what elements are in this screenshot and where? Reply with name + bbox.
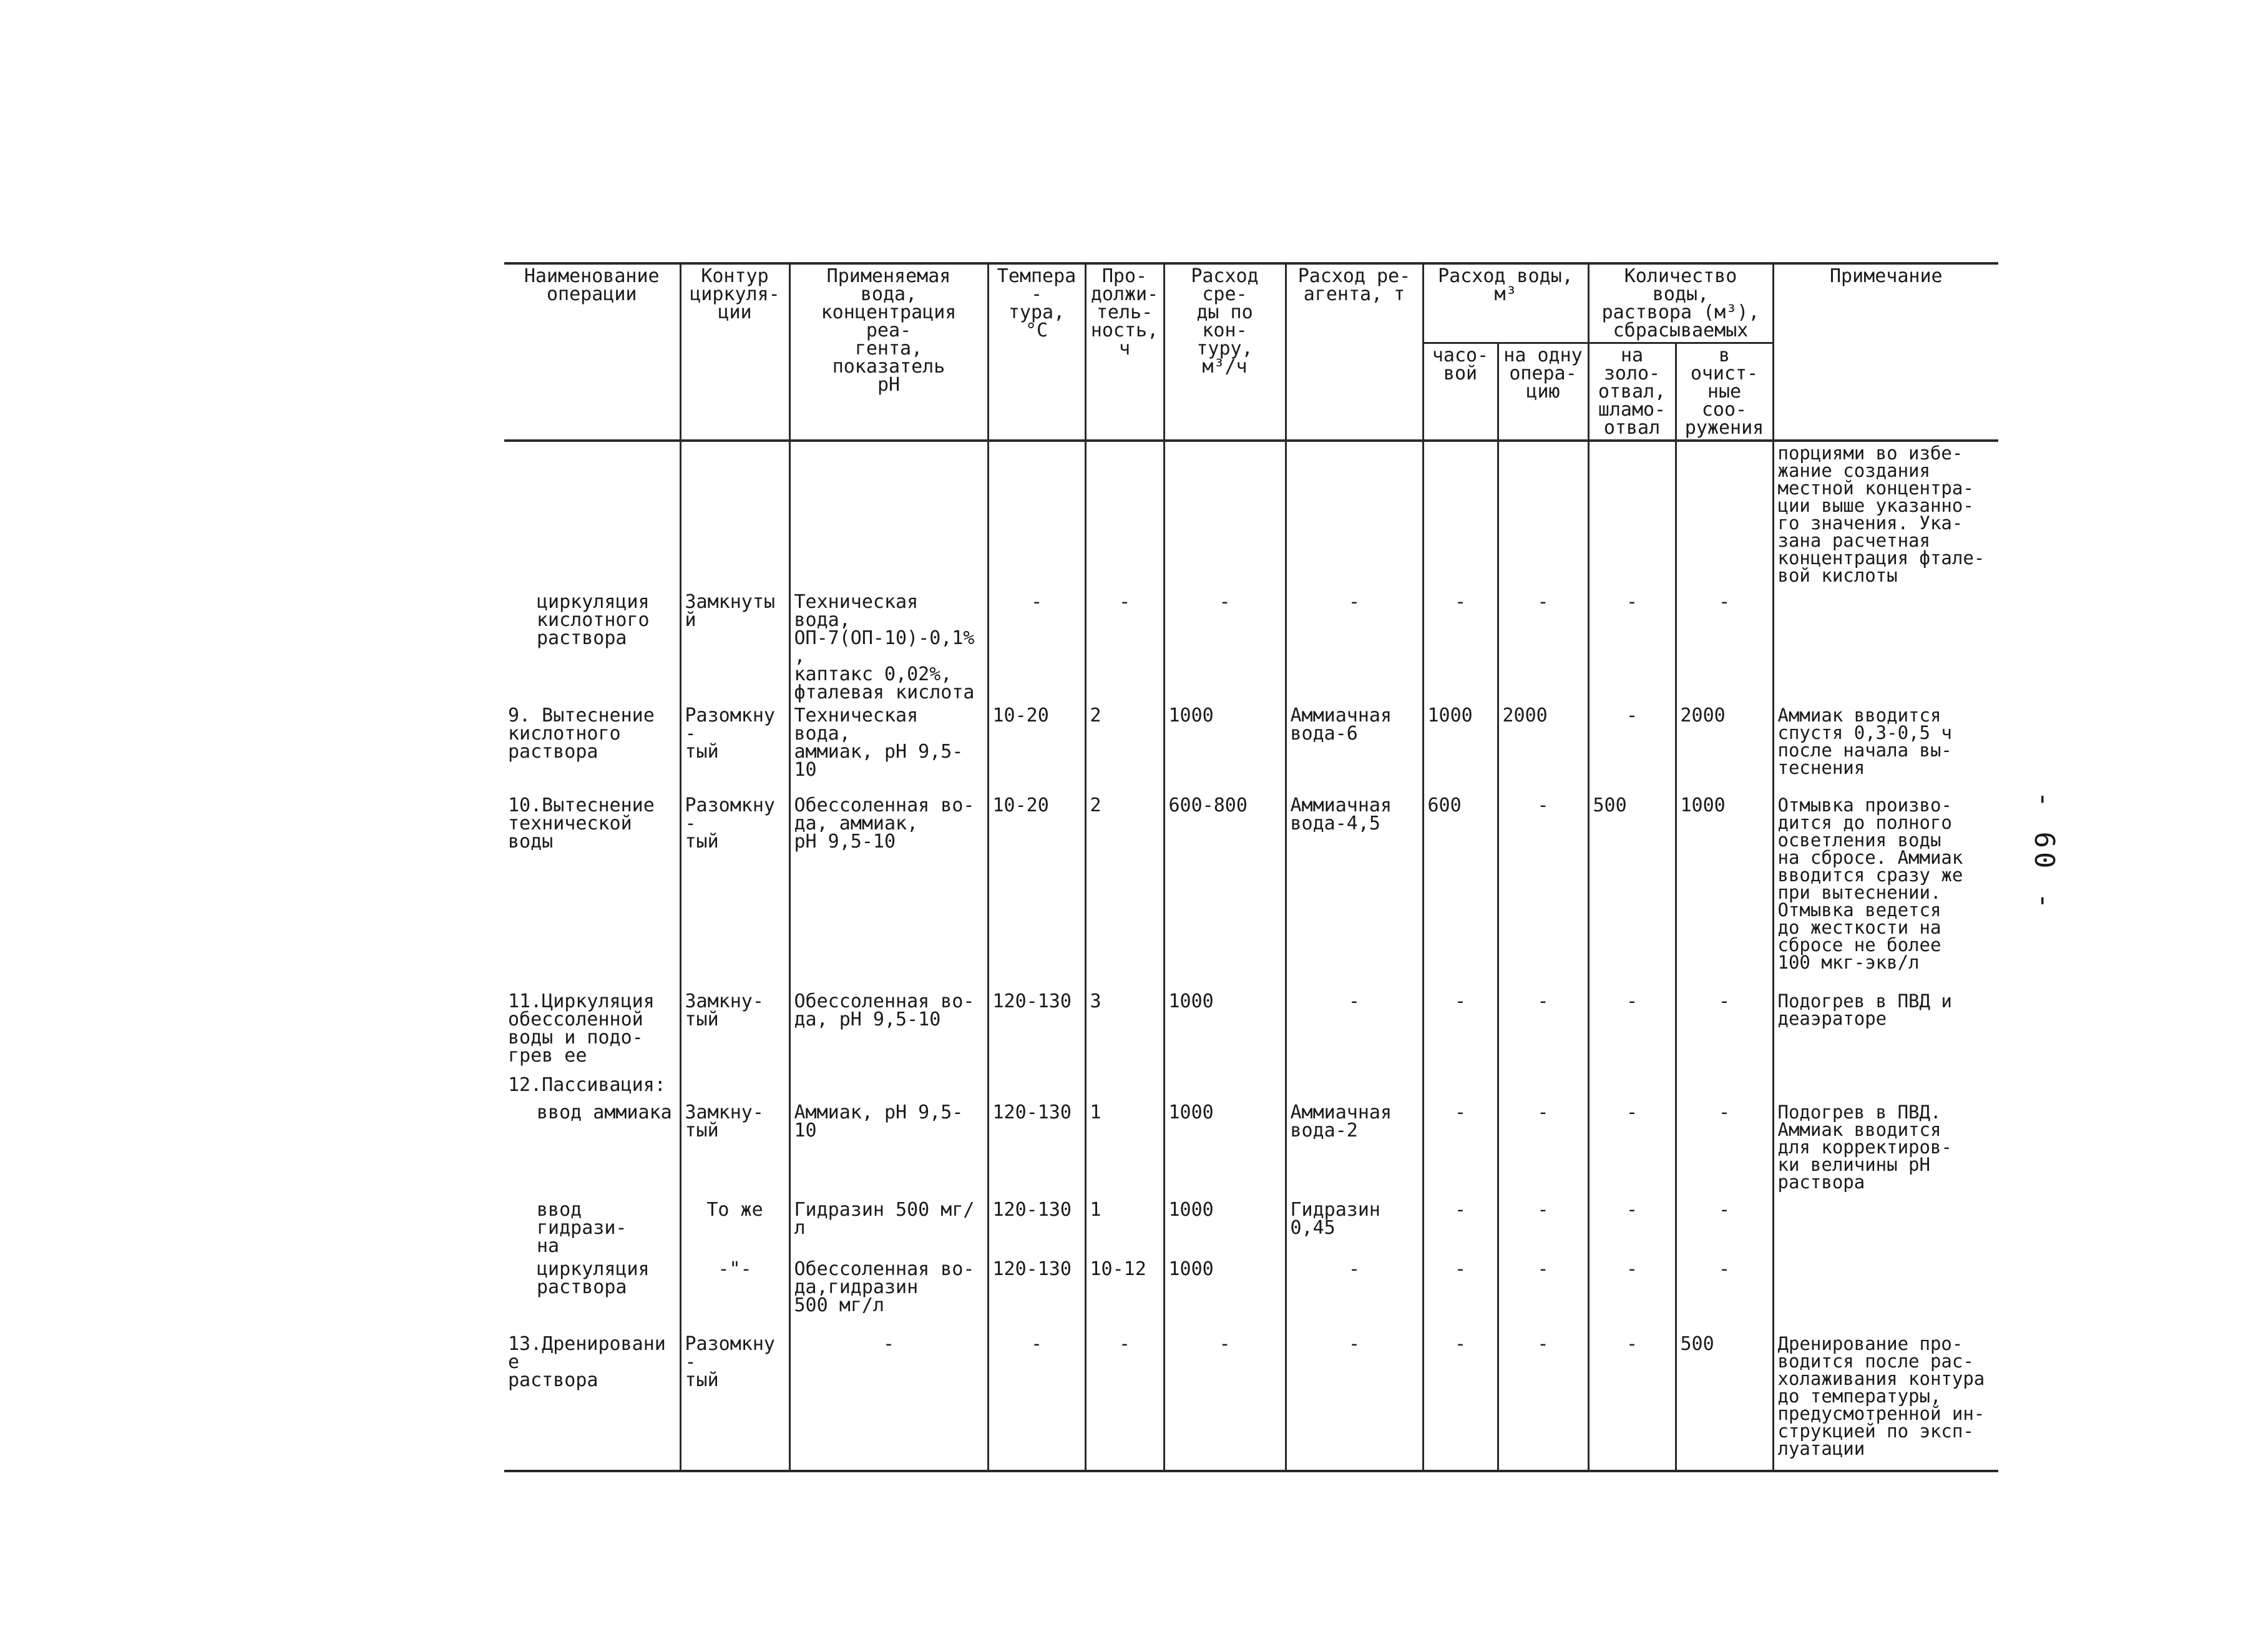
cell-note bbox=[1773, 590, 1998, 704]
header-water: Применяемая вода, концентрация реа- гента, показатель рН bbox=[789, 263, 988, 441]
header-discharged: Количество воды, раствора (м³), сбрасываемых bbox=[1588, 263, 1773, 343]
cell-temperature: 120-130 bbox=[988, 1101, 1085, 1198]
cell-water bbox=[789, 441, 988, 590]
cell-treatment: - bbox=[1676, 1101, 1773, 1198]
table-row bbox=[504, 1258, 1998, 1332]
cell-duration bbox=[1085, 441, 1164, 590]
table-row bbox=[504, 441, 1998, 590]
cell-water: Обессоленная во- да, аммиак, рН 9,5-10 bbox=[789, 794, 988, 990]
cell-ash: - bbox=[1588, 704, 1676, 794]
cell-water: - bbox=[789, 1332, 988, 1471]
cell-per-op: - bbox=[1498, 1198, 1588, 1258]
cell-per-op: - bbox=[1498, 590, 1588, 704]
cell-ash: - bbox=[1588, 1332, 1676, 1471]
cell-contour: -"- bbox=[680, 1258, 789, 1332]
cell-treatment: - bbox=[1676, 990, 1773, 1073]
cell-operation bbox=[504, 441, 680, 590]
cell-water: Обессоленная во- да,гидразин 500 мг/л bbox=[789, 1258, 988, 1332]
header-water-flow: Расход воды, м³ bbox=[1423, 263, 1588, 343]
cell-duration: - bbox=[1085, 590, 1164, 704]
cell-flow-contour: 1000 bbox=[1164, 1258, 1286, 1332]
cell-temperature bbox=[988, 1073, 1085, 1101]
cell-note bbox=[1773, 1073, 1998, 1101]
cell-treatment bbox=[1676, 1073, 1773, 1101]
cell-duration: 1 bbox=[1085, 1101, 1164, 1198]
cell-duration bbox=[1085, 1073, 1164, 1101]
cell-contour: Разомкну- тый bbox=[680, 1332, 789, 1471]
header-discharged-treatment: в очист- ные соо- ружения bbox=[1676, 343, 1773, 441]
cell-operation: 10.Вытеснение технической воды bbox=[504, 794, 680, 990]
table-row bbox=[504, 794, 1998, 990]
cell-hourly: - bbox=[1423, 1198, 1498, 1258]
cell-flow-contour: 1000 bbox=[1164, 1101, 1286, 1198]
cell-temperature: - bbox=[988, 590, 1085, 704]
cell-water: Гидразин 500 мг/л bbox=[789, 1198, 988, 1258]
cell-contour: Разомкну- тый bbox=[680, 704, 789, 794]
cell-reagent-flow: Аммиачная вода-4,5 bbox=[1286, 794, 1423, 990]
cell-note: Подогрев в ПВД и деаэраторе bbox=[1773, 990, 1998, 1073]
cell-duration: 1 bbox=[1085, 1198, 1164, 1258]
cell-duration: 2 bbox=[1085, 704, 1164, 794]
cell-hourly bbox=[1423, 441, 1498, 590]
cell-treatment: - bbox=[1676, 590, 1773, 704]
cell-hourly: 600 bbox=[1423, 794, 1498, 990]
cell-ash bbox=[1588, 1073, 1676, 1101]
cell-note: Дренирование про- водится после рас- холаживания контура до температуры, предусмотренной ин- струкцией по эксп- луатации bbox=[1773, 1332, 1998, 1471]
cell-flow-contour: 1000 bbox=[1164, 990, 1286, 1073]
header-reagent-flow: Расход ре- агента, т bbox=[1286, 263, 1423, 441]
cell-reagent-flow bbox=[1286, 441, 1423, 590]
table-row bbox=[504, 590, 1998, 704]
cell-ash: - bbox=[1588, 1101, 1676, 1198]
header-flow-contour: Расход сре- ды по кон- туру, м³/ч bbox=[1164, 263, 1286, 441]
cell-water: Аммиак, рН 9,5-10 bbox=[789, 1101, 988, 1198]
cell-ash: 500 bbox=[1588, 794, 1676, 990]
cell-note: Подогрев в ПВД. Аммиак вводится для корректиров- ки величины рН раствора bbox=[1773, 1101, 1998, 1198]
cell-treatment: - bbox=[1676, 1198, 1773, 1258]
header-water-flow-hourly: часо- вой bbox=[1423, 343, 1498, 441]
cell-per-op: - bbox=[1498, 1101, 1588, 1198]
table-header bbox=[504, 263, 1998, 441]
table-row bbox=[504, 990, 1998, 1073]
operations-table bbox=[504, 262, 1998, 1472]
cell-per-op: - bbox=[1498, 1258, 1588, 1332]
cell-contour: То же bbox=[680, 1198, 789, 1258]
cell-reagent-flow: - bbox=[1286, 1258, 1423, 1332]
cell-flow-contour: - bbox=[1164, 1332, 1286, 1471]
cell-per-op: - bbox=[1498, 1332, 1588, 1471]
cell-flow-contour: - bbox=[1164, 590, 1286, 704]
cell-contour: Замкну- тый bbox=[680, 990, 789, 1073]
table-row bbox=[504, 1332, 1998, 1471]
cell-treatment: 2000 bbox=[1676, 704, 1773, 794]
cell-operation: ввод аммиака bbox=[504, 1101, 680, 1198]
cell-flow-contour bbox=[1164, 441, 1286, 590]
cell-temperature: 120-130 bbox=[988, 1258, 1085, 1332]
cell-duration: 3 bbox=[1085, 990, 1164, 1073]
cell-water bbox=[789, 1073, 988, 1101]
cell-treatment bbox=[1676, 441, 1773, 590]
cell-note bbox=[1773, 1258, 1998, 1332]
cell-reagent-flow: Аммиачная вода-6 bbox=[1286, 704, 1423, 794]
cell-reagent-flow: - bbox=[1286, 1332, 1423, 1471]
table-row bbox=[504, 1073, 1998, 1101]
cell-temperature bbox=[988, 441, 1085, 590]
cell-operation: ввод гидрази- на bbox=[504, 1198, 680, 1258]
cell-ash: - bbox=[1588, 1258, 1676, 1332]
cell-temperature: 10-20 bbox=[988, 794, 1085, 990]
cell-ash: - bbox=[1588, 990, 1676, 1073]
header-discharged-ash: на золо- отвал, шламо- отвал bbox=[1588, 343, 1676, 441]
header-operation: Наименование операции bbox=[504, 263, 680, 441]
header-temperature: Темпера- тура, °С bbox=[988, 263, 1085, 441]
cell-duration: 10-12 bbox=[1085, 1258, 1164, 1332]
cell-contour bbox=[680, 1073, 789, 1101]
cell-treatment: - bbox=[1676, 1258, 1773, 1332]
header-contour: Контур циркуля- ции bbox=[680, 263, 789, 441]
cell-contour: Разомкну- тый bbox=[680, 794, 789, 990]
table-row bbox=[504, 704, 1998, 794]
cell-hourly: - bbox=[1423, 990, 1498, 1073]
header-duration: Про- должи- тель- ность, ч bbox=[1085, 263, 1164, 441]
cell-ash: - bbox=[1588, 590, 1676, 704]
cell-hourly: - bbox=[1423, 1258, 1498, 1332]
cell-reagent-flow: - bbox=[1286, 990, 1423, 1073]
cell-duration: 2 bbox=[1085, 794, 1164, 990]
cell-operation: 11.Циркуляция обессоленной воды и подо- грев ее bbox=[504, 990, 680, 1073]
table-row bbox=[504, 1101, 1998, 1198]
cell-flow-contour: 1000 bbox=[1164, 704, 1286, 794]
cell-hourly: - bbox=[1423, 1332, 1498, 1471]
cell-water: Техническая вода, ОП-7(ОП-10)-0,1%, каптакс 0,02%, фталевая кислота bbox=[789, 590, 988, 704]
cell-temperature: - bbox=[988, 1332, 1085, 1471]
header-water-flow-per-op: на одну опера- цию bbox=[1498, 343, 1588, 441]
cell-per-op: - bbox=[1498, 990, 1588, 1073]
cell-temperature: 10-20 bbox=[988, 704, 1085, 794]
cell-hourly: - bbox=[1423, 1101, 1498, 1198]
cell-per-op: 2000 bbox=[1498, 704, 1588, 794]
cell-reagent-flow bbox=[1286, 1073, 1423, 1101]
cell-note: Отмывка произво- дится до полного осветления воды на сбросе. Аммиак вводится сразу же при вытеснении. Отмывка ведется до жесткости на сбросе не более 100 мкг-экв/л bbox=[1773, 794, 1998, 990]
cell-contour bbox=[680, 441, 789, 590]
cell-treatment: 500 bbox=[1676, 1332, 1773, 1471]
table-row bbox=[504, 1198, 1998, 1258]
cell-operation: циркуляция кислотного раствора bbox=[504, 590, 680, 704]
page-number: - 60 - bbox=[2028, 791, 2060, 913]
cell-flow-contour: 600-800 bbox=[1164, 794, 1286, 990]
cell-treatment: 1000 bbox=[1676, 794, 1773, 990]
cell-ash bbox=[1588, 441, 1676, 590]
cell-flow-contour: 1000 bbox=[1164, 1198, 1286, 1258]
cell-per-op bbox=[1498, 441, 1588, 590]
cell-duration: - bbox=[1085, 1332, 1164, 1471]
cell-hourly: - bbox=[1423, 590, 1498, 704]
cell-reagent-flow: Гидразин 0,45 bbox=[1286, 1198, 1423, 1258]
cell-contour: Замкнутый bbox=[680, 590, 789, 704]
cell-operation: 13.Дренирование раствора bbox=[504, 1332, 680, 1471]
cell-water: Техническая вода, аммиак, рН 9,5-10 bbox=[789, 704, 988, 794]
cell-temperature: 120-130 bbox=[988, 990, 1085, 1073]
cell-operation: циркуляция раствора bbox=[504, 1258, 680, 1332]
cell-temperature: 120-130 bbox=[988, 1198, 1085, 1258]
cell-note: Аммиак вводится спустя 0,3-0,5 ч после начала вы- теснения bbox=[1773, 704, 1998, 794]
cell-contour: Замкну- тый bbox=[680, 1101, 789, 1198]
header-note: Примечание bbox=[1773, 263, 1998, 441]
cell-reagent-flow: - bbox=[1286, 590, 1423, 704]
cell-per-op bbox=[1498, 1073, 1588, 1101]
cell-hourly bbox=[1423, 1073, 1498, 1101]
cell-flow-contour bbox=[1164, 1073, 1286, 1101]
cell-operation: 9. Вытеснение кислотного раствора bbox=[504, 704, 680, 794]
cell-ash: - bbox=[1588, 1198, 1676, 1258]
cell-per-op: - bbox=[1498, 794, 1588, 990]
cell-water: Обессоленная во- да, рН 9,5-10 bbox=[789, 990, 988, 1073]
cell-hourly: 1000 bbox=[1423, 704, 1498, 794]
cell-note bbox=[1773, 1198, 1998, 1258]
cell-note: порциями во избе- жание создания местной концентра- ции выше указанно- го значения. Ука- зана расчетная концентрация фтале- вой кислоты bbox=[1773, 441, 1998, 590]
cell-reagent-flow: Аммиачная вода-2 bbox=[1286, 1101, 1423, 1198]
cell-operation: 12.Пассивация: bbox=[504, 1073, 680, 1101]
